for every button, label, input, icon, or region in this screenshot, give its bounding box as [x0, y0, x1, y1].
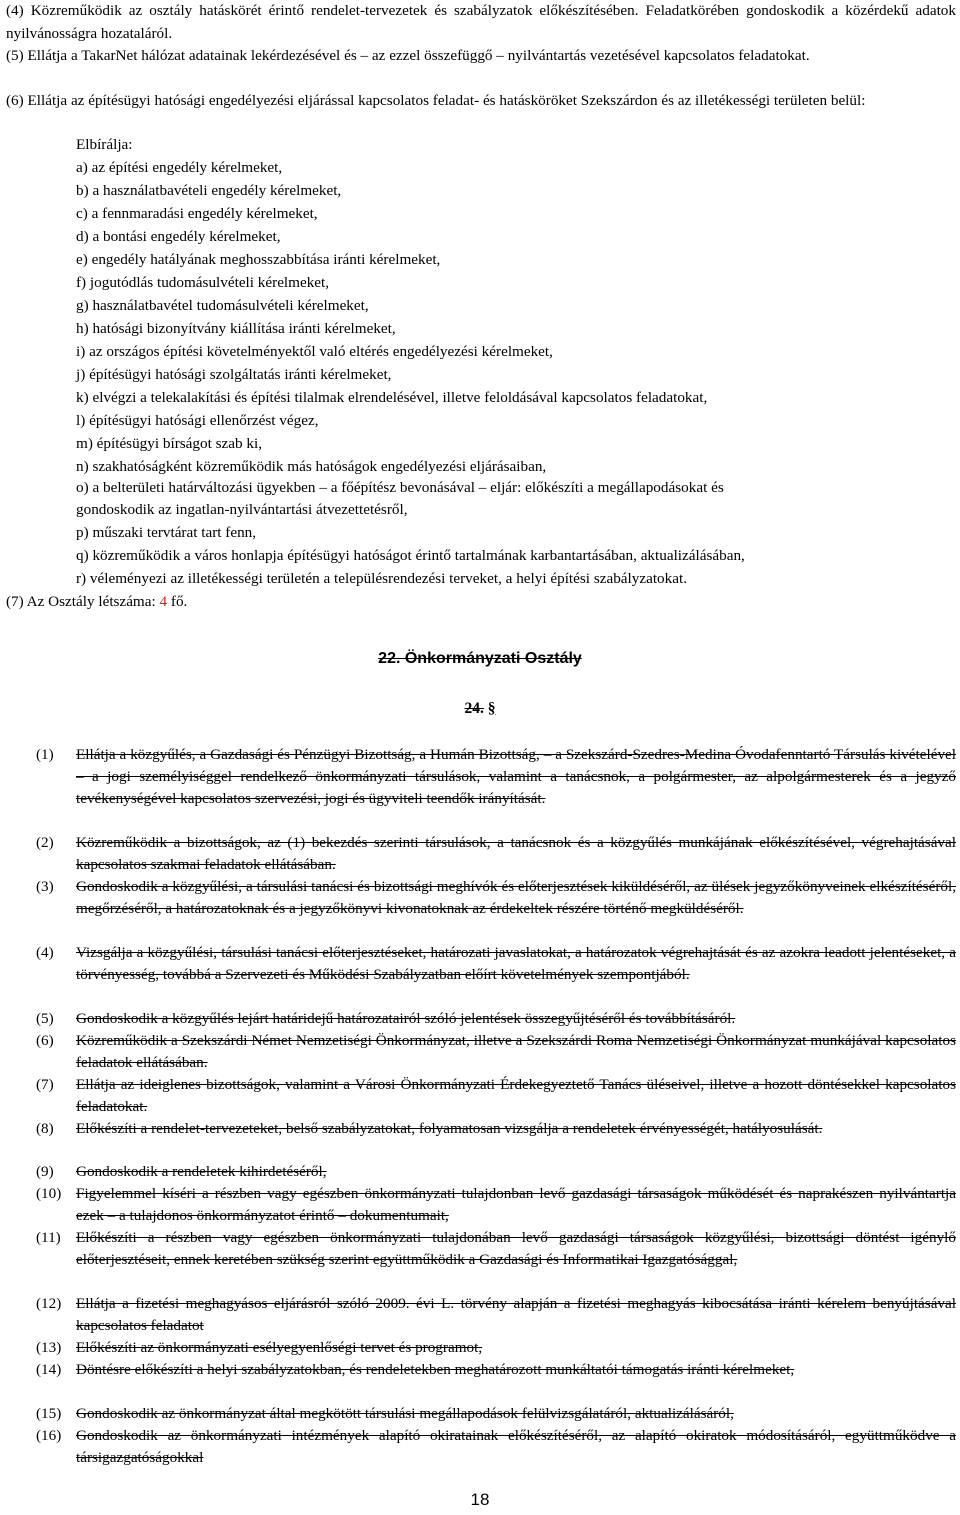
list-item-number: (12): [36, 1295, 62, 1312]
list-item-number: (4): [36, 944, 54, 961]
paragraph-4: (4) Közreműködik az osztály hatáskörét érintő rendelet-tervezetek és szabályzatok előkészítésében. Feladatkörében gondoskodik a közérdekű adatok nyilvánosságra hozataláról.: [6, 2, 956, 42]
item-d: d) a bontási engedély kérelmeket,: [76, 228, 281, 245]
list-item-text: Előkészíti a rendelet-tervezeteket, belső szabályzatokat, folyamatosan vizsgálja a rendeletek érvényességét, hatályosulását.: [76, 1120, 823, 1137]
list-item-text: Közreműködik a Szekszárdi Német Nemzetiségi Önkormányzat, illetve a Szekszárdi Roma Nemzetiségi Önkormányzat munkájával kapcsolatos feladatok ellátásában.: [76, 1032, 956, 1071]
list-item: [36, 1030, 956, 1074]
list-item: [36, 1118, 956, 1140]
list-item: [36, 1337, 956, 1359]
item-g: g) használatbavétel tudomásulvételi kérelmeket,: [76, 297, 369, 314]
list-item: [36, 744, 956, 809]
item-l: l) építésügyi hatósági ellenőrzést végez,: [76, 412, 319, 429]
list-item: [36, 1161, 956, 1183]
list-item-number: (14): [36, 1361, 62, 1378]
list-item: [36, 876, 956, 920]
list-item-text: Előkészíti az önkormányzati esélyegyenlőségi tervet és programot,: [76, 1339, 483, 1356]
item-r: r) véleményezi az illetékességi területén a településrendezési terveket, a helyi építési szabályzatokat.: [76, 570, 688, 587]
list-item: [36, 1359, 956, 1381]
list-item: [36, 1074, 956, 1118]
paragraph-5: (5) Ellátja a TakarNet hálózat adatainak lekérdezésével és – az ezzel összefüggő – nyilvántartás vezetésével kapcsolatos feladatokat.: [6, 47, 810, 64]
list-item-text: Közreműködik a bizottságok, az (1) bekezdés szerinti társulások, a tanácsnok és a közgyűlés munkájának előkészítésével, végrehajtásával kapcsolatos szakmai feladatok ellátásában.: [76, 834, 956, 873]
list-item-number: (15): [36, 1405, 62, 1422]
list-item-text: Vizsgálja a közgyűlési, társulási tanácsi előterjesztéseket, határozati javaslatokat, a határozatok végrehajtását és az azokra leadott jelentéseket, a törvényesség, továbbá a Szervezeti és Működési Szabályzatban előírt követelmények szempontjából.: [76, 944, 956, 983]
item-f: f) jogutódlás tudomásulvételi kérelmeket,: [76, 274, 330, 291]
list-item-text: Ellátja az ideiglenes bizottságok, valamint a Városi Önkormányzati Érdekegyeztető Tanács üléseivel, illetve a hozott döntésekkel kapcsolatos feladatokat.: [76, 1076, 956, 1115]
staff-count-suffix: fő.: [167, 593, 188, 610]
item-a: a) az építési engedély kérelmeket,: [76, 159, 283, 176]
item-k: k) elvégzi a telekalakítási és építési tilalmak elrendelésével, illetve feloldásával kapcsolatos feladatokat,: [76, 389, 708, 406]
item-i: i) az országos építési követelményektől való eltérés engedélyezési kérelmeket,: [76, 343, 553, 360]
list-item: [36, 1425, 956, 1469]
list-item: [36, 1227, 956, 1271]
list-item-number: (13): [36, 1339, 62, 1356]
item-p: p) műszaki tervtárat tart fenn,: [76, 524, 257, 541]
section-number: [0, 700, 960, 718]
list-item: [36, 832, 956, 876]
list-item-text: Előkészíti a részben vagy egészben önkormányzati tulajdonában levő gazdasági társaságok közgyűlési, bizottsági döntést igénylő előterjesztéseit, ennek keretében szükség szerint együttműködik a Gazdasági és Informatikai Igazgatósággal,: [76, 1229, 956, 1268]
list-item-number: (11): [36, 1229, 61, 1246]
list-item-number: (5): [36, 1010, 54, 1027]
list-item-number: (8): [36, 1120, 54, 1137]
page-number: 18: [470, 1490, 490, 1509]
list-item: [36, 1008, 956, 1030]
item-n: n) szakhatóságként közreműködik más hatóságok engedélyezési eljárásaiban,: [76, 458, 547, 475]
list-item-text: Gondoskodik az önkormányzati intézmények alapító okiratainak előkészítéséről, az alapító okiratok módosításáról, együttműködve a társigazgatóságokkal: [76, 1427, 956, 1466]
list-item: [36, 1293, 956, 1337]
list-item-number: (7): [36, 1076, 54, 1093]
item-b: b) a használatbavételi engedély kérelmeket,: [76, 182, 342, 199]
section-number-text: 24.: [464, 700, 484, 717]
list-item-number: (9): [36, 1163, 54, 1180]
list-item-text: Ellátja a közgyűlés, a Gazdasági és Pénzügyi Bizottság, a Humán Bizottság, – a Szekszárd-Szedres-Medina Óvodafenntartó Társulás kivételével – a jogi személyiséggel rendelkező önkormányzati társulások, valamint a tanácsnok, a polgármester, az alpolgármesterek és a jegyző tevékenységével kapcsolatos szervezési, jogi és ügyviteli teendők irányítását.: [76, 746, 956, 807]
list-item-number: (2): [36, 834, 54, 851]
list-item-text: Gondoskodik a rendeletek kihirdetéséről,: [76, 1163, 327, 1180]
paragraph-7: [6, 591, 187, 613]
staff-count-value: 4: [159, 593, 168, 610]
item-e: e) engedély hatályának meghosszabbítása iránti kérelmeket,: [76, 251, 441, 268]
list-item-text: Gondoskodik a közgyűlési, a társulási tanácsi és bizottsági meghívók és előterjesztések kiküldéséről, az ülések jegyzőkönyveinek elkészítéséről, megőrzéséről, a határozatoknak és a jegyzőkönyvi kivonatoknak az érdekeltek részére történő megküldéséről.: [76, 878, 956, 917]
list-item: [36, 942, 956, 986]
list-item-text: Gondoskodik az önkormányzat által megkötött társulási megállapodások felülvizsgálatáról, aktualizálásáról,: [76, 1405, 734, 1422]
list-item-text: Ellátja a fizetési meghagyásos eljárásról szóló 2009. évi L. törvény alapján a fizetési meghagyás kibocsátása iránti kérelem benyújtásával kapcsolatos feladatot: [76, 1295, 956, 1334]
list-item-text: Döntésre előkészíti a helyi szabályzatokban, és rendeletekben meghatározott munkáltatói támogatás iránti kérelmeket,: [76, 1361, 795, 1378]
item-o: o) a belterületi határváltozási ügyekben – a főépítész bevonásával – eljár: előkészíti a megállapodásokat és: [76, 479, 724, 496]
list-item-number: (6): [36, 1032, 54, 1049]
section-symbol: §: [487, 700, 496, 717]
item-c: c) a fennmaradási engedély kérelmeket,: [76, 205, 318, 222]
staff-count-prefix: (7) Az Osztály létszáma:: [6, 593, 160, 610]
list-item-number: (16): [36, 1427, 62, 1444]
paragraph-6: (6) Ellátja az építésügyi hatósági engedélyezési eljárással kapcsolatos feladat- és hatásköröket Szekszárdon és az illetékességi területen belül:: [6, 92, 866, 109]
item-j: j) építésügyi hatósági szolgáltatás iránti kérelmeket,: [76, 366, 392, 383]
item-m: m) építésügyi bírságot szab ki,: [76, 435, 263, 452]
list-item: [36, 1183, 956, 1227]
list-item: [36, 1403, 956, 1425]
item-h: h) hatósági bizonyítvány kiállítása iránti kérelmeket,: [76, 320, 396, 337]
item-q: q) közreműködik a város honlapja építésügyi hatóságot érintő tartalmának karbantartásában, aktualizálásában,: [76, 547, 745, 564]
list-item-text: Gondoskodik a közgyűlés lejárt határidejű határozatairól szóló jelentések összegyűjtéséről és továbbításáról.: [76, 1010, 736, 1027]
list-item-number: (1): [36, 746, 54, 763]
elbiralja-label: Elbírálja:: [76, 136, 133, 153]
section-heading: 22. Önkormányzati Osztály: [378, 650, 582, 667]
list-item-number: (3): [36, 878, 54, 895]
item-o-continued: gondoskodik az ingatlan-nyilvántartási átvezettetésről,: [76, 501, 408, 518]
list-item-text: Figyelemmel kíséri a részben vagy egészben önkormányzati tulajdonban levő gazdasági társaságok működését és naprakészen nyilvántartja ezek – a tulajdonos önkormányzatot érintő – dokumentumait,: [76, 1185, 956, 1224]
list-item-number: (10): [36, 1185, 62, 1202]
